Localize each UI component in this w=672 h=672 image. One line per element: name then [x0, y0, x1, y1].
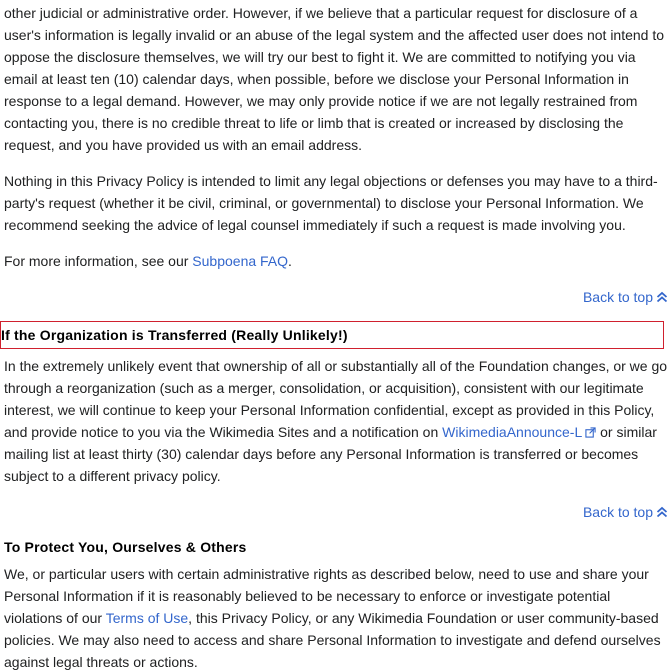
transfer-text-after: or similar mailing list at least thirty (30) calendar days before any Personal Information is transferred or becomes subject to a different privacy policy. [4, 424, 657, 484]
paragraph-more-info [4, 250, 668, 272]
section-heading-protect: To Protect You, Ourselves & Others [4, 539, 247, 555]
protect-text-before: We, or particular users with certain administrative rights as described below, need to use and share your Personal Information if it is reasonably believed to be necessary to enforce or investigate potential violations of our [4, 566, 649, 626]
double-chevron-up-icon[interactable] [656, 291, 668, 303]
back-to-top-label[interactable]: Back to top [582, 289, 653, 305]
paragraph-protect [4, 563, 668, 672]
paragraph-legal-disclosure: other judicial or administrative order. However, if we believe that a particular request for disclosure of a user's information is legally invalid or an abuse of the legal system and the affected user does not intend to oppose the disclosure themselves, we will try our best to fight it. We are committed to notifying you via email at least ten (10) calendar days, when possible, before we disclose your Personal Information in response to a legal demand. However, we may only provide notice if we are not legally restrained from contacting you, there is no credible threat to life or limb that is created or increased by disclosing the request, and you have provided us with an email address. [4, 5, 665, 153]
external-link-icon [585, 427, 596, 438]
protect-text-after: , this Privacy Policy, or any Wikimedia Foundation or user community-based policies. We may also need to access and share Personal Information to investigate and defend ourselves against legal threats or actions. [4, 610, 661, 670]
paragraph-legal-objections: Nothing in this Privacy Policy is intended to limit any legal objections or defenses you may have to a third-party's request (whether it be civil, criminal, or governmental) to disclose your Personal Information. We recommend seeking the advice of legal counsel immediately if such a request is made involving you. [4, 173, 658, 233]
more-info-suffix: . [288, 253, 292, 269]
double-chevron-up-icon[interactable] [656, 506, 668, 518]
back-to-top-link[interactable] [4, 501, 668, 523]
paragraph-transfer [4, 355, 668, 487]
terms-of-use-link[interactable]: Terms of Use [105, 610, 189, 626]
more-info-prefix: For more information, see our [4, 253, 193, 269]
article-content [1, 2, 668, 672]
transfer-text-before: In the extremely unlikely event that ownership of all or substantially all of the Foundation changes, or we go through a reorganization (such as a merger, consolidation, or acquisition), consistent with our legitimate interest, we will continue to keep your Personal Information confidential, except as provided in this Policy, and provide notice to you via the Wikimedia Sites and a notification on [4, 358, 668, 440]
subpoena-faq-link[interactable]: Subpoena FAQ [192, 253, 289, 269]
back-to-top-label[interactable]: Back to top [582, 504, 653, 520]
back-to-top-link[interactable] [4, 286, 668, 308]
section-heading-transfer: If the Organization is Transferred (Really Unlikely!) [1, 327, 348, 343]
wikimedia-announce-link[interactable]: WikimediaAnnounce-L [442, 424, 583, 440]
section-heading-box [0, 321, 664, 349]
